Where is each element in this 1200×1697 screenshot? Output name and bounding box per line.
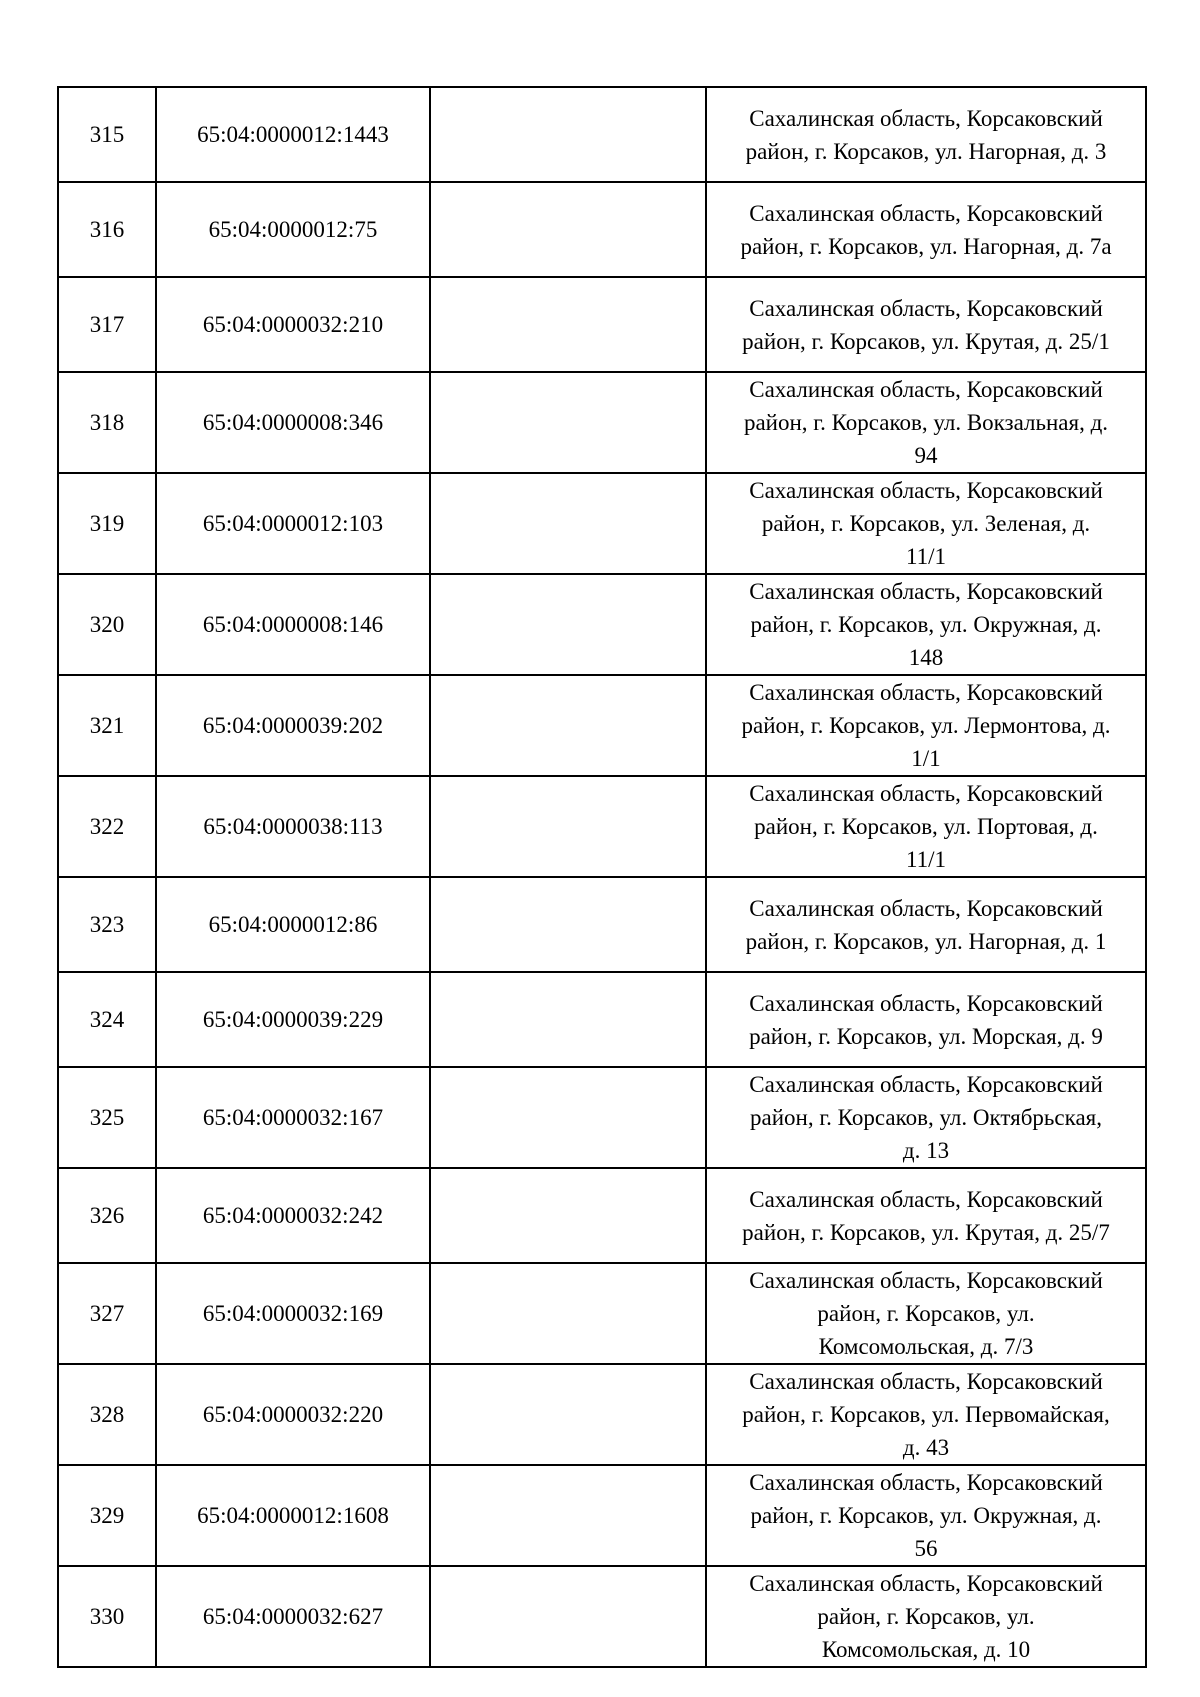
address-line: Сахалинская область, Корсаковский — [749, 1268, 1103, 1293]
address-cell — [706, 972, 1146, 1067]
table-row — [58, 1067, 1146, 1168]
row-number-cell: 321 — [58, 675, 156, 776]
address-line: район, г. Корсаков, ул. Морская, д. 9 — [749, 1023, 1103, 1049]
cadastral-number-cell: 65:04:0000032:220 — [156, 1364, 430, 1465]
empty-cell — [430, 182, 706, 277]
cadastral-number-cell: 65:04:0000038:113 — [156, 776, 430, 877]
address-line: 11/1 — [905, 544, 947, 569]
cadastral-number-cell: 65:04:0000039:229 — [156, 972, 430, 1067]
address-line: Сахалинская область, Корсаковский — [749, 895, 1103, 921]
table-row — [58, 972, 1146, 1067]
address-line: Сахалинская область, Корсаковский — [749, 1186, 1103, 1212]
address-line: район, г. Корсаков, ул. Окружная, д. — [750, 612, 1102, 637]
table-row — [58, 182, 1146, 277]
table-row — [58, 87, 1146, 182]
address-line: район, г. Корсаков, ул. — [817, 1604, 1035, 1629]
empty-cell — [430, 877, 706, 972]
address-line: 11/1 — [905, 847, 947, 872]
address-line: Комсомольская, д. 10 — [821, 1637, 1031, 1662]
address-line: 1/1 — [911, 746, 941, 771]
row-number-cell: 316 — [58, 182, 156, 277]
address-line: д. 13 — [902, 1138, 950, 1163]
empty-cell — [430, 1168, 706, 1263]
address-cell — [706, 1566, 1146, 1667]
cadastral-number-cell: 65:04:0000012:1443 — [156, 87, 430, 182]
table-row — [58, 1566, 1146, 1667]
empty-cell — [430, 574, 706, 675]
empty-cell — [430, 473, 706, 574]
address-cell — [706, 1465, 1146, 1566]
address-line: район, г. Корсаков, ул. Крутая, д. 25/1 — [742, 328, 1110, 354]
address-line: Сахалинская область, Корсаковский — [749, 478, 1103, 503]
address-cell — [706, 182, 1146, 277]
address-cell — [706, 372, 1146, 473]
address-line: Сахалинская область, Корсаковский — [749, 680, 1103, 705]
address-line: Сахалинская область, Корсаковский — [749, 1072, 1103, 1097]
cadastral-number-cell: 65:04:0000012:86 — [156, 877, 430, 972]
cadastral-number-cell: 65:04:0000012:103 — [156, 473, 430, 574]
empty-cell — [430, 1465, 706, 1566]
address-line: район, г. Корсаков, ул. Нагорная, д. 3 — [745, 138, 1107, 164]
address-line: район, г. Корсаков, ул. Нагорная, д. 1 — [745, 928, 1107, 954]
address-line: район, г. Корсаков, ул. Крутая, д. 25/7 — [742, 1219, 1110, 1245]
cadastral-number-cell: 65:04:0000032:167 — [156, 1067, 430, 1168]
cadastral-number-cell: 65:04:0000032:627 — [156, 1566, 430, 1667]
row-number-cell: 327 — [58, 1263, 156, 1364]
address-line: Сахалинская область, Корсаковский — [749, 200, 1103, 226]
table-row — [58, 776, 1146, 877]
address-line: район, г. Корсаков, ул. Портовая, д. — [754, 814, 1098, 839]
row-number-cell: 323 — [58, 877, 156, 972]
address-cell — [706, 877, 1146, 972]
address-cell — [706, 1168, 1146, 1263]
address-line: район, г. Корсаков, ул. Октябрьская, — [750, 1105, 1102, 1130]
address-line: Сахалинская область, Корсаковский — [749, 377, 1103, 402]
table-row — [58, 1168, 1146, 1263]
table-row — [58, 1364, 1146, 1465]
empty-cell — [430, 776, 706, 877]
address-cell — [706, 574, 1146, 675]
address-cell — [706, 277, 1146, 372]
address-line: Сахалинская область, Корсаковский — [749, 1369, 1103, 1394]
row-number-cell: 326 — [58, 1168, 156, 1263]
address-line: 94 — [914, 443, 938, 468]
row-number-cell: 328 — [58, 1364, 156, 1465]
address-line: Сахалинская область, Корсаковский — [749, 105, 1103, 131]
cadastral-number-cell: 65:04:0000032:242 — [156, 1168, 430, 1263]
row-number-cell: 322 — [58, 776, 156, 877]
cadastral-number-cell: 65:04:0000039:202 — [156, 675, 430, 776]
address-line: Сахалинская область, Корсаковский — [749, 1571, 1103, 1596]
address-line: 56 — [914, 1536, 938, 1561]
address-line: район, г. Корсаков, ул. Зеленая, д. — [761, 511, 1091, 536]
address-line: Комсомольская, д. 7/3 — [818, 1334, 1034, 1359]
address-line: Сахалинская область, Корсаковский — [749, 781, 1103, 806]
cadastral-number-cell: 65:04:0000012:1608 — [156, 1465, 430, 1566]
address-line: район, г. Корсаков, ул. Первомайская, — [742, 1402, 1110, 1427]
address-cell — [706, 1364, 1146, 1465]
cadastral-number-cell: 65:04:0000012:75 — [156, 182, 430, 277]
table-row — [58, 675, 1146, 776]
empty-cell — [430, 87, 706, 182]
address-line: район, г. Корсаков, ул. Окружная, д. — [750, 1503, 1102, 1528]
address-line: д. 43 — [902, 1435, 950, 1460]
row-number-cell: 330 — [58, 1566, 156, 1667]
empty-cell — [430, 1263, 706, 1364]
cadastral-number-cell: 65:04:0000032:210 — [156, 277, 430, 372]
row-number-cell: 329 — [58, 1465, 156, 1566]
table-row — [58, 1263, 1146, 1364]
empty-cell — [430, 277, 706, 372]
parcels-table-body — [58, 87, 1146, 1667]
row-number-cell: 318 — [58, 372, 156, 473]
table-row — [58, 1465, 1146, 1566]
address-cell — [706, 87, 1146, 182]
table-row — [58, 277, 1146, 372]
table-row — [58, 574, 1146, 675]
address-line: Сахалинская область, Корсаковский — [749, 1470, 1103, 1495]
address-cell — [706, 675, 1146, 776]
row-number-cell: 319 — [58, 473, 156, 574]
empty-cell — [430, 1067, 706, 1168]
address-line: Сахалинская область, Корсаковский — [749, 579, 1103, 604]
address-line: район, г. Корсаков, ул. Вокзальная, д. — [743, 410, 1109, 435]
address-cell — [706, 1263, 1146, 1364]
address-cell — [706, 1067, 1146, 1168]
cadastral-number-cell: 65:04:0000008:346 — [156, 372, 430, 473]
address-line: Сахалинская область, Корсаковский — [749, 295, 1103, 321]
cadastral-number-cell: 65:04:0000032:169 — [156, 1263, 430, 1364]
address-line: район, г. Корсаков, ул. Лермонтова, д. — [741, 713, 1111, 738]
row-number-cell: 320 — [58, 574, 156, 675]
row-number-cell: 324 — [58, 972, 156, 1067]
row-number-cell: 325 — [58, 1067, 156, 1168]
table-row — [58, 473, 1146, 574]
address-cell — [706, 473, 1146, 574]
row-number-cell: 317 — [58, 277, 156, 372]
address-line: район, г. Корсаков, ул. — [817, 1301, 1035, 1326]
address-line: район, г. Корсаков, ул. Нагорная, д. 7а — [740, 233, 1112, 259]
empty-cell — [430, 1364, 706, 1465]
cadastral-number-cell: 65:04:0000008:146 — [156, 574, 430, 675]
table-row — [58, 372, 1146, 473]
row-number-cell: 315 — [58, 87, 156, 182]
address-cell — [706, 776, 1146, 877]
address-line: Сахалинская область, Корсаковский — [749, 990, 1103, 1016]
address-line: 148 — [908, 645, 944, 670]
empty-cell — [430, 972, 706, 1067]
empty-cell — [430, 1566, 706, 1667]
empty-cell — [430, 372, 706, 473]
table-row — [58, 877, 1146, 972]
empty-cell — [430, 675, 706, 776]
parcels-table — [57, 86, 1147, 1668]
